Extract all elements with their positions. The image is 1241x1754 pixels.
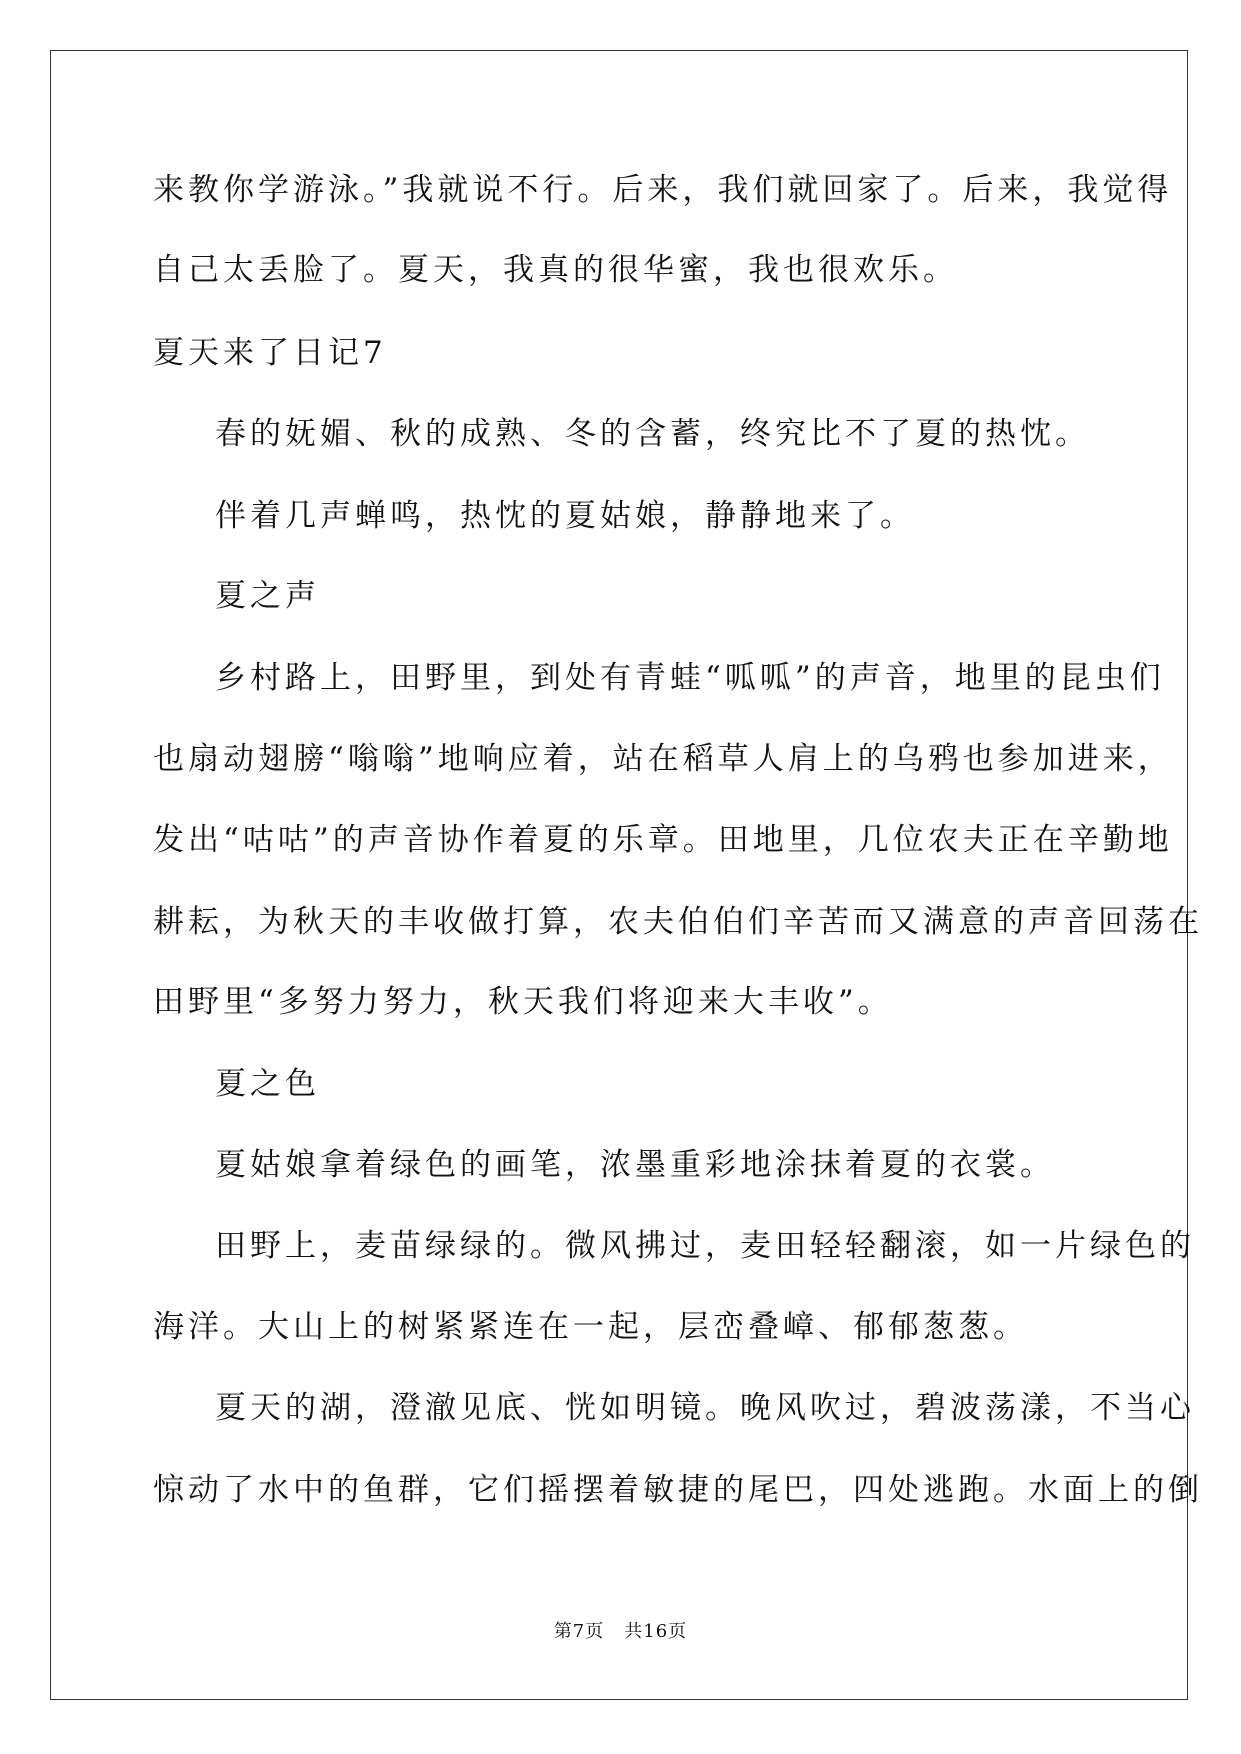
page-total: 共16页 bbox=[624, 1621, 688, 1642]
paragraph-line: 夏姑娘拿着绿色的画笔，浓墨重彩地涂抹着夏的衣裳。 bbox=[215, 1147, 1055, 1183]
page-number: 第7页 bbox=[553, 1621, 605, 1642]
text-line: 田野里“多努力努力，秋天我们将迎来大丰收”。 bbox=[153, 984, 893, 1020]
text-line: 也扇动翅膀“嗡嗡”地响应着，站在稻草人肩上的乌鸦也参加进来， bbox=[153, 741, 1173, 777]
page-footer bbox=[0, 1620, 1241, 1644]
text-line: 耕耘，为秋天的丰收做打算，农夫伯伯们辛苦而又满意的声音回荡在 bbox=[153, 904, 1203, 940]
paragraph-line: 乡村路上，田野里，到处有青蛙“呱呱”的声音，地里的昆虫们 bbox=[215, 660, 1165, 696]
text-line: 来教你学游泳。”我就说不行。后来，我们就回家了。后来，我觉得 bbox=[153, 172, 1173, 208]
text-line: 自己太丢脸了。夏天，我真的很华蜜，我也很欢乐。 bbox=[153, 252, 958, 288]
paragraph-line: 春的妩媚、秋的成熟、冬的含蓄，终究比不了夏的热忱。 bbox=[215, 416, 1090, 452]
text-line: 惊动了水中的鱼群，它们摇摆着敏捷的尾巴，四处逃跑。水面上的倒 bbox=[153, 1472, 1203, 1508]
text-line: 发出“咕咕”的声音协作着夏的乐章。田地里，几位农夫正在辛勤地 bbox=[153, 822, 1173, 858]
subheading: 夏之声 bbox=[215, 578, 320, 614]
paragraph-line: 伴着几声蝉鸣，热忱的夏姑娘，静静地来了。 bbox=[215, 498, 915, 534]
page-border bbox=[50, 50, 1188, 1700]
section-heading: 夏天来了日记7 bbox=[153, 335, 387, 371]
paragraph-line: 田野上，麦苗绿绿的。微风拂过，麦田轻轻翻滚，如一片绿色的 bbox=[215, 1228, 1195, 1264]
text-line: 海洋。大山上的树紧紧连在一起，层峦叠嶂、郁郁葱葱。 bbox=[153, 1309, 1028, 1345]
subheading: 夏之色 bbox=[215, 1066, 320, 1102]
paragraph-line: 夏天的湖，澄澈见底、恍如明镜。晚风吹过，碧波荡漾，不当心 bbox=[215, 1390, 1195, 1426]
